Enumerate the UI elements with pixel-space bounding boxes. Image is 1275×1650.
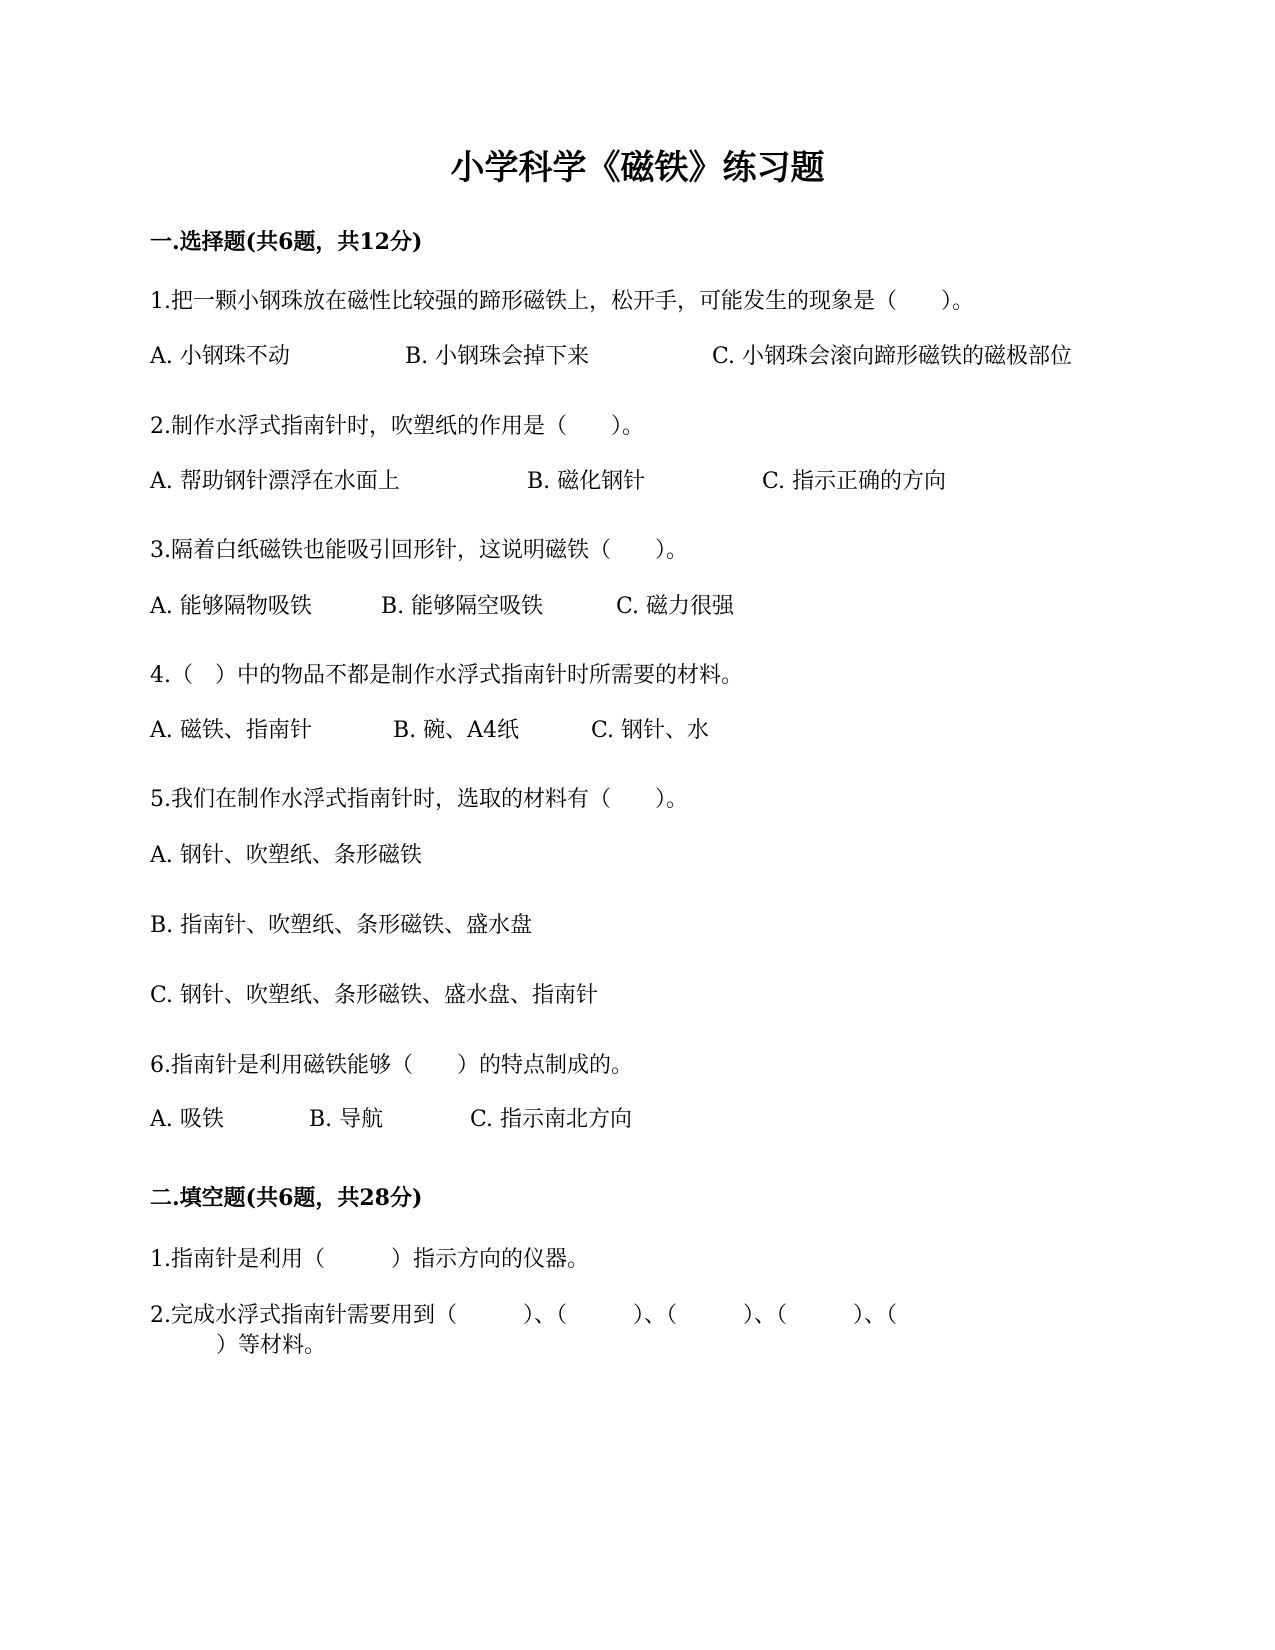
option-b: B. 小钢珠会掉下来 bbox=[405, 344, 590, 369]
question-stem: 3.隔着白纸磁铁也能吸引回形针，这说明磁铁（ ）。 bbox=[150, 538, 688, 563]
question-stem: 2.制作水浮式指南针时，吹塑纸的作用是（ ）。 bbox=[150, 414, 644, 439]
question-stem: 2.完成水浮式指南针需要用到（ ）、（ ）、（ ）、（ ）、（ bbox=[150, 1303, 897, 1328]
option-a: A. 钢针、吹塑纸、条形磁铁 bbox=[150, 843, 422, 868]
option-b: B. 碗、A4纸 bbox=[393, 718, 520, 743]
option-b: B. 能够隔空吸铁 bbox=[381, 594, 544, 619]
option-b: B. 磁化钢针 bbox=[527, 469, 646, 494]
section-heading-choice: 一.选择题(共6题，共12分) bbox=[150, 229, 423, 255]
option-c: C. 钢针、吹塑纸、条形磁铁、盛水盘、指南针 bbox=[150, 983, 599, 1008]
question-stem: 1.指南针是利用（ ）指示方向的仪器。 bbox=[150, 1247, 589, 1272]
option-a: A. 小钢珠不动 bbox=[150, 344, 290, 369]
option-c: C. 磁力很强 bbox=[616, 594, 735, 619]
option-c: C. 小钢珠会滚向蹄形磁铁的磁极部位 bbox=[712, 344, 1073, 369]
option-b: B. 指南针、吹塑纸、条形磁铁、盛水盘 bbox=[150, 913, 533, 938]
question-stem: 4.（ ）中的物品不都是制作水浮式指南针时所需要的材料。 bbox=[150, 663, 743, 688]
option-a: A. 帮助钢针漂浮在水面上 bbox=[150, 469, 400, 494]
option-b: B. 导航 bbox=[309, 1107, 384, 1132]
question-stem: 1.把一颗小钢珠放在磁性比较强的蹄形磁铁上，松开手，可能发生的现象是（ ）。 bbox=[150, 289, 974, 314]
question-stem: 6.指南针是利用磁铁能够（ ）的特点制成的。 bbox=[150, 1053, 633, 1078]
page-title: 小学科学《磁铁》练习题 bbox=[450, 148, 825, 188]
option-a: A. 能够隔物吸铁 bbox=[150, 594, 312, 619]
question-stem-continued: ）等材料。 bbox=[150, 1333, 327, 1358]
option-a: A. 吸铁 bbox=[150, 1107, 224, 1132]
option-c: C. 指示正确的方向 bbox=[762, 469, 947, 494]
section-heading-fill-blank: 二.填空题(共6题，共28分) bbox=[150, 1185, 423, 1211]
option-c: C. 指示南北方向 bbox=[470, 1107, 633, 1132]
option-c: C. 钢针、水 bbox=[591, 718, 710, 743]
option-a: A. 磁铁、指南针 bbox=[150, 718, 312, 743]
question-stem: 5.我们在制作水浮式指南针时，选取的材料有（ ）。 bbox=[150, 787, 688, 812]
